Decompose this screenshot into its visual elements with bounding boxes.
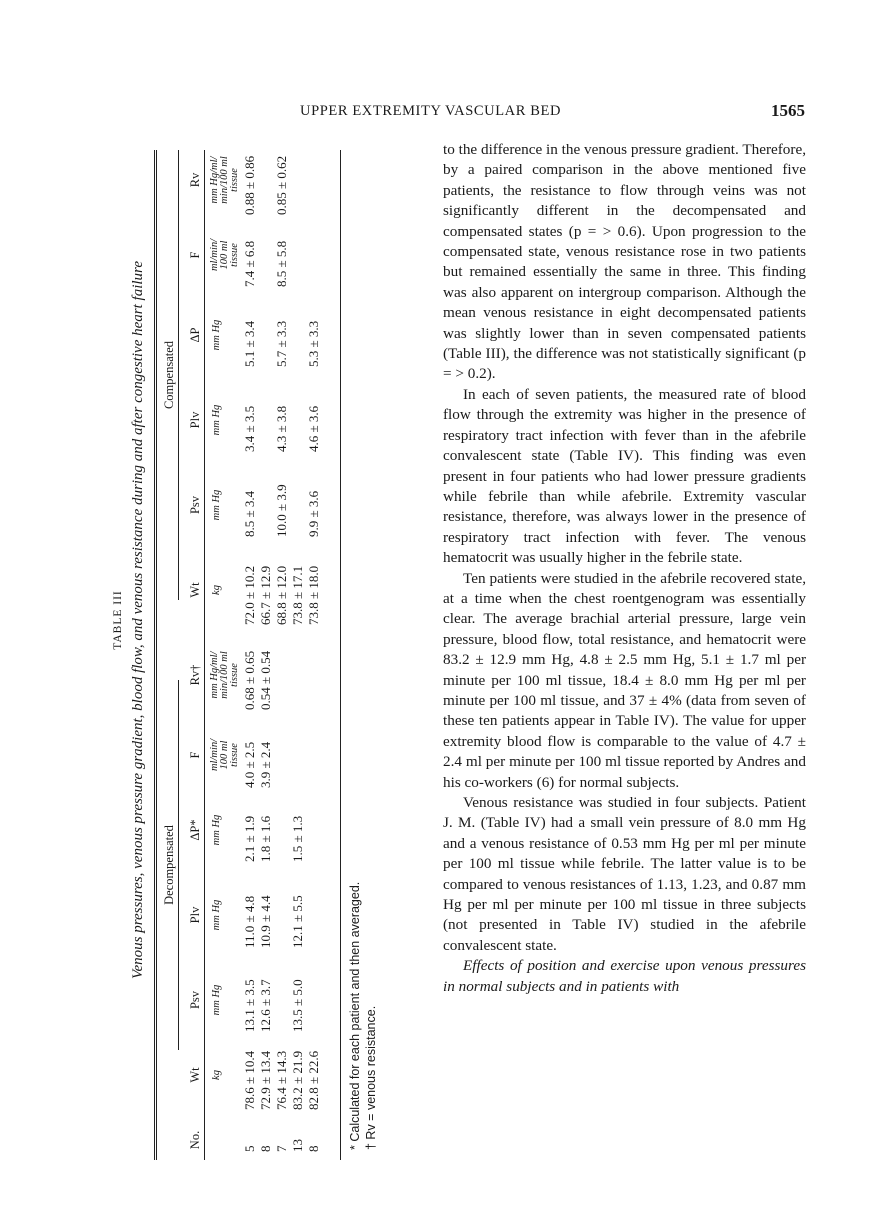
cell-c-psv: 10.0 ± 3.9: [274, 484, 289, 537]
unit-f-2: ml/min/ 100 ml tissue: [209, 238, 240, 272]
cell-c-dp: 5.7 ± 3.3: [274, 320, 289, 367]
col-rv: Rv†: [188, 664, 202, 686]
col-plv: Plv: [188, 906, 202, 924]
cell-c-psv: 9.9 ± 3.6: [306, 490, 321, 537]
cell-d-plv: 12.1 ± 5.5: [290, 895, 305, 948]
unit-plv-2: mm Hg: [211, 404, 222, 436]
cell-d-psv: 12.6 ± 3.7: [258, 979, 273, 1032]
col-dp: ΔP*: [188, 819, 202, 841]
cell-d-rv: 0.68 ± 0.65: [242, 650, 257, 710]
cell-c-wt: 66.7 ± 12.9: [258, 565, 273, 625]
cell-c-f: 7.4 ± 6.8: [242, 240, 257, 287]
row-no: 8: [306, 1145, 321, 1152]
paragraph-1: to the difference in the venous pressure gradient. Therefore, by a paired comparison in the above mentioned five patients, the resistance to flow through veins was not significantly different in the decompensated and compensated states (p = > 0.6). Upon progression to the compensated state, venous resistance rose in two patients but remained essentially the same in three. This finding was also apparent on intergroup comparison. Although the mean venous resistance in eight decompensated patients was slightly lower than in seven compensated patients (Table III), the difference was not statistically significant (p = > 0.2).: [443, 141, 806, 383]
paragraph-3: Ten patients were studied in the afebrile recovered state, at a time when the chest roentgenogram was essentially clear. The average brachial arterial pressure, large vein pressure, blood flow, total resistance, and hematocrit were 83.2 ± 12.9 mm Hg, 4.8 ± 2.5 mm Hg, 5.1 ± 1.7 ml per minute per 100 ml tissue, 18.4 ± 8.0 mm Hg per ml per minute per 100 ml tissue, and 37 ± 4% (data from seven of these ten patients appear in Table IV). The value for upper extremity blood flow is comparable to the value of 4.7 ± 2.4 ml per minute per 100 ml tissue reported by Andres and his co-workers (6) for normal subjects.: [443, 569, 806, 791]
row-no: 13: [290, 1139, 305, 1152]
cell-c-plv: 4.6 ± 3.6: [306, 405, 321, 452]
cell-d-f: 4.0 ± 2.5: [242, 741, 257, 788]
cell-d-wt: 76.4 ± 14.3: [274, 1050, 289, 1110]
cell-d-wt: 82.8 ± 22.6: [306, 1050, 321, 1110]
col-wt-2: Wt: [188, 582, 202, 598]
col-f: F: [188, 751, 202, 759]
group-rule-compensated: [178, 150, 179, 600]
group-decompensated: Decompensated: [162, 825, 176, 905]
cell-c-psv: 8.5 ± 3.4: [242, 490, 257, 537]
unit-plv: mm Hg: [211, 899, 222, 931]
table-top-rule: [154, 150, 157, 1160]
cell-d-psv: 13.1 ± 3.5: [242, 979, 257, 1032]
cell-c-wt: 68.8 ± 12.0: [274, 565, 289, 625]
cell-d-dp: 1.5 ± 1.3: [290, 815, 305, 862]
cell-c-f: 8.5 ± 5.8: [274, 240, 289, 287]
cell-d-rv: 0.54 ± 0.54: [258, 650, 273, 710]
page-number: 1565: [771, 101, 805, 120]
unit-wt-2: kg: [211, 585, 222, 595]
unit-psv: mm Hg: [211, 984, 222, 1016]
header-rule: [204, 150, 205, 1160]
col-psv: Psv: [188, 990, 202, 1010]
col-rv-2: Rv: [188, 172, 202, 188]
table-caption: Venous pressures, venous pressure gradient, blood flow, and venous resistance during and after congestive heart failure: [130, 261, 146, 979]
col-f-2: F: [188, 251, 202, 259]
col-wt: Wt: [188, 1067, 202, 1083]
group-rule-decompensated: [178, 680, 179, 1050]
unit-dp: mm Hg: [211, 814, 222, 846]
footnote-1: * Calculated for each patient and then averaged.: [348, 881, 362, 1150]
col-plv-2: Plv: [188, 411, 202, 429]
col-psv-2: Psv: [188, 495, 202, 515]
unit-wt: kg: [211, 1070, 222, 1080]
table-title: TABLE III: [112, 590, 124, 650]
group-compensated: Compensated: [162, 340, 176, 410]
unit-rv: mm Hg/ml/ min/100 ml tissue: [209, 651, 240, 699]
table-iii: [112, 80, 397, 1160]
table-bottom-rule: [340, 150, 341, 1160]
cell-d-wt: 78.6 ± 10.4: [242, 1050, 257, 1110]
cell-c-plv: 4.3 ± 3.8: [274, 405, 289, 452]
cell-c-wt: 72.0 ± 10.2: [242, 565, 257, 625]
row-no: 5: [242, 1145, 257, 1152]
col-no: No.: [188, 1130, 202, 1150]
cell-c-wt: 73.8 ± 17.1: [290, 565, 305, 625]
unit-f: ml/min/ 100 ml tissue: [209, 738, 240, 772]
cell-c-wt: 73.8 ± 18.0: [306, 565, 321, 625]
cell-c-dp: 5.3 ± 3.3: [306, 320, 321, 367]
row-no: 8: [258, 1145, 273, 1152]
col-dp-2: ΔP: [188, 327, 202, 343]
section-heading: Effects of position and exercise upon venous pressures in normal subjects and in patients with: [443, 957, 806, 995]
cell-c-rv: 0.85 ± 0.62: [274, 155, 289, 215]
unit-dp-2: mm Hg: [211, 319, 222, 351]
cell-d-plv: 10.9 ± 4.4: [258, 895, 273, 948]
cell-d-dp: 2.1 ± 1.9: [242, 815, 257, 862]
cell-c-rv: 0.88 ± 0.86: [242, 155, 257, 215]
body-text: [443, 140, 806, 997]
cell-d-plv: 11.0 ± 4.8: [242, 895, 257, 948]
cell-d-wt: 72.9 ± 13.4: [258, 1050, 273, 1110]
cell-c-dp: 5.1 ± 3.4: [242, 320, 257, 367]
unit-rv-2: mm Hg/ml/ min/100 ml tissue: [209, 156, 240, 204]
cell-d-dp: 1.8 ± 1.6: [258, 815, 273, 862]
paragraph-4: Venous resistance was studied in four subjects. Patient J. M. (Table IV) had a small vein pressure of 8.0 mm Hg and a venous resistance of 0.53 mm Hg per ml per minute per 100 ml tissue while febrile. The latter value is to be compared to venous resistances of 1.13, 1.23, and 0.87 mm Hg per ml per minute per 100 ml tissue in three subjects (not presented in Table IV) studied in the afebrile convalescent state.: [443, 794, 806, 954]
footnote-2: † Rv = venous resistance.: [364, 1005, 378, 1150]
cell-d-f: 3.9 ± 2.4: [258, 741, 273, 788]
unit-psv-2: mm Hg: [211, 489, 222, 521]
row-no: 7: [274, 1145, 289, 1152]
cell-d-psv: 13.5 ± 5.0: [290, 979, 305, 1032]
running-head: UPPER EXTREMITY VASCULAR BED: [300, 103, 562, 119]
cell-d-wt: 83.2 ± 21.9: [290, 1050, 305, 1110]
cell-c-plv: 3.4 ± 3.5: [242, 405, 257, 452]
paragraph-2: In each of seven patients, the measured rate of blood flow through the extremity was higher in the presence of respiratory tract infection with fever than in the afebrile convalescent state (Table IV). This finding was even present in four patients who had lower pressure gradients while febrile than while afebrile. Extremity vascular resistance, therefore, was always lower in the presence of respiratory tract infection with fever. The venous hematocrit was usually higher in the febrile state.: [443, 385, 806, 567]
